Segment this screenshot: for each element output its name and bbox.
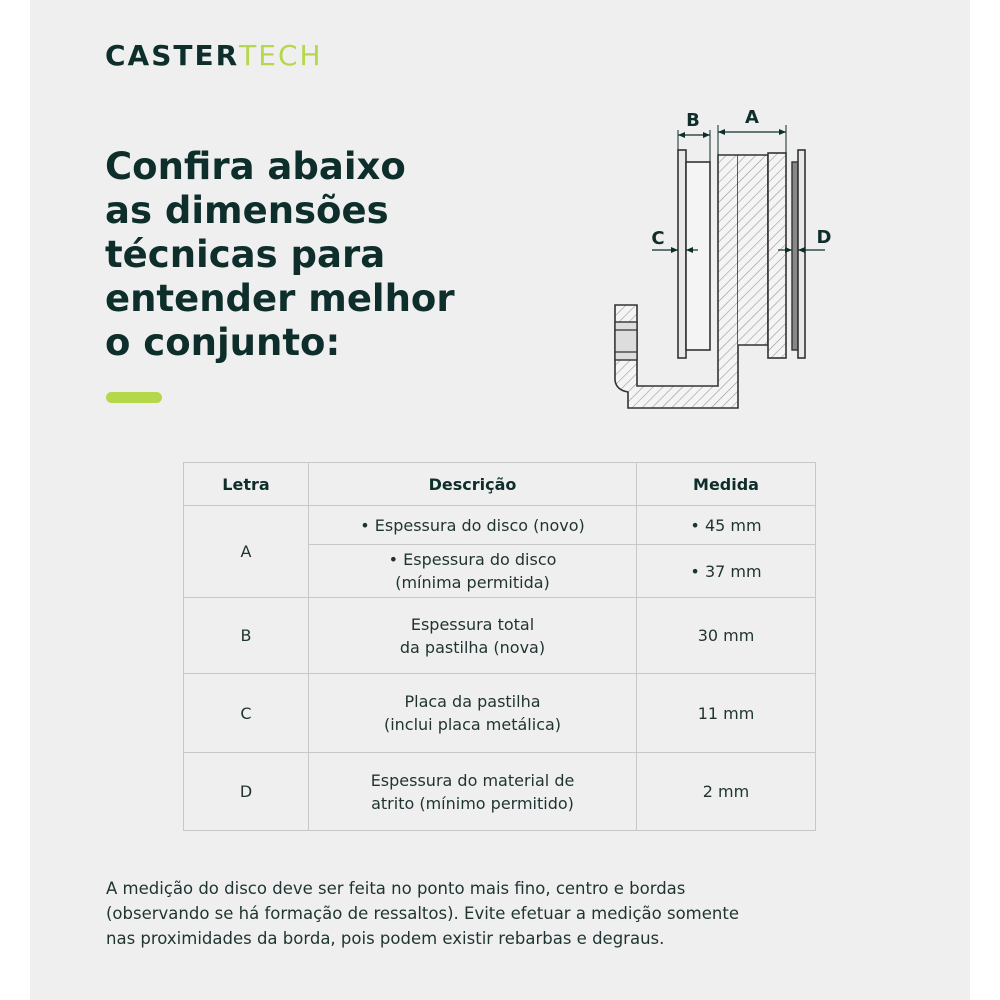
headline-line: entender melhor — [105, 277, 455, 320]
description-line: Placa da pastilha — [404, 692, 541, 711]
note-line: A medição do disco deve ser feita no ponto mais fino, centro e bordas — [106, 879, 686, 898]
headline-line: Confira abaixo — [105, 145, 406, 188]
description-line: da pastilha (nova) — [399, 637, 546, 657]
cell-letter: B — [184, 598, 309, 674]
cell-measure: • 37 mm — [637, 545, 816, 598]
brand-logo-part1: CASTER — [105, 39, 240, 72]
brake-disc — [738, 155, 768, 345]
cell-measure: 11 mm — [637, 674, 816, 753]
cell-measure: 2 mm — [637, 753, 816, 831]
note-line: (observando se há formação de ressaltos). Evite efetuar a medição somente — [106, 904, 739, 923]
description-line: (inclui placa metálica) — [383, 715, 562, 734]
description-line: • Espessura do disco (novo) — [360, 515, 585, 535]
header-letter: Letra — [184, 463, 309, 506]
brake-disc-rim — [768, 153, 786, 358]
note-line: nas proximidades da borda, pois podem existir rebarbas e degraus. — [106, 929, 665, 948]
headline — [105, 145, 545, 365]
cell-description — [309, 545, 637, 598]
dimension-label-c: C — [651, 228, 665, 249]
cell-measure: 30 mm — [637, 598, 816, 674]
table-row — [184, 598, 816, 674]
dimension-label-a: A — [745, 107, 759, 128]
dimensions-table — [183, 462, 816, 831]
header-description: Descrição — [309, 463, 637, 506]
right-pad-backing-plate — [798, 150, 805, 358]
left-pad-friction — [686, 162, 710, 350]
dimension-label-d: D — [816, 227, 832, 248]
brake-assembly-diagram — [600, 100, 850, 420]
description-line: Espessura do material de — [370, 770, 575, 790]
table-row — [184, 753, 816, 831]
description-line: atrito (mínimo permitido) — [371, 793, 574, 813]
table-header-row — [184, 463, 816, 506]
headline-line: as dimensões — [105, 189, 389, 232]
description-line: • Espessura do disco — [388, 550, 557, 569]
cell-description — [309, 506, 637, 545]
brand-logo — [105, 40, 323, 72]
caliper-body — [615, 155, 738, 408]
cell-letter: A — [184, 506, 309, 598]
measurement-note — [106, 876, 906, 951]
headline-line: o conjunto: — [105, 321, 341, 364]
brand-logo-part2: TECH — [239, 39, 323, 72]
description-line: Espessura total — [410, 614, 535, 634]
cell-description — [309, 674, 637, 753]
dimension-label-b: B — [686, 110, 700, 131]
cell-description — [309, 753, 637, 831]
cell-letter: D — [184, 753, 309, 831]
cell-measure: • 45 mm — [637, 506, 816, 545]
header-measure: Medida — [637, 463, 816, 506]
cell-description — [309, 598, 637, 674]
cell-letter: C — [184, 674, 309, 753]
headline-line: técnicas para — [105, 233, 386, 276]
table-row — [184, 506, 816, 545]
caliper-pin — [615, 322, 637, 360]
table-row — [184, 674, 816, 753]
left-pad-backing-plate — [678, 150, 686, 358]
accent-bar — [106, 392, 162, 403]
description-line: (mínima permitida) — [395, 573, 550, 592]
right-pad-friction — [792, 162, 798, 350]
